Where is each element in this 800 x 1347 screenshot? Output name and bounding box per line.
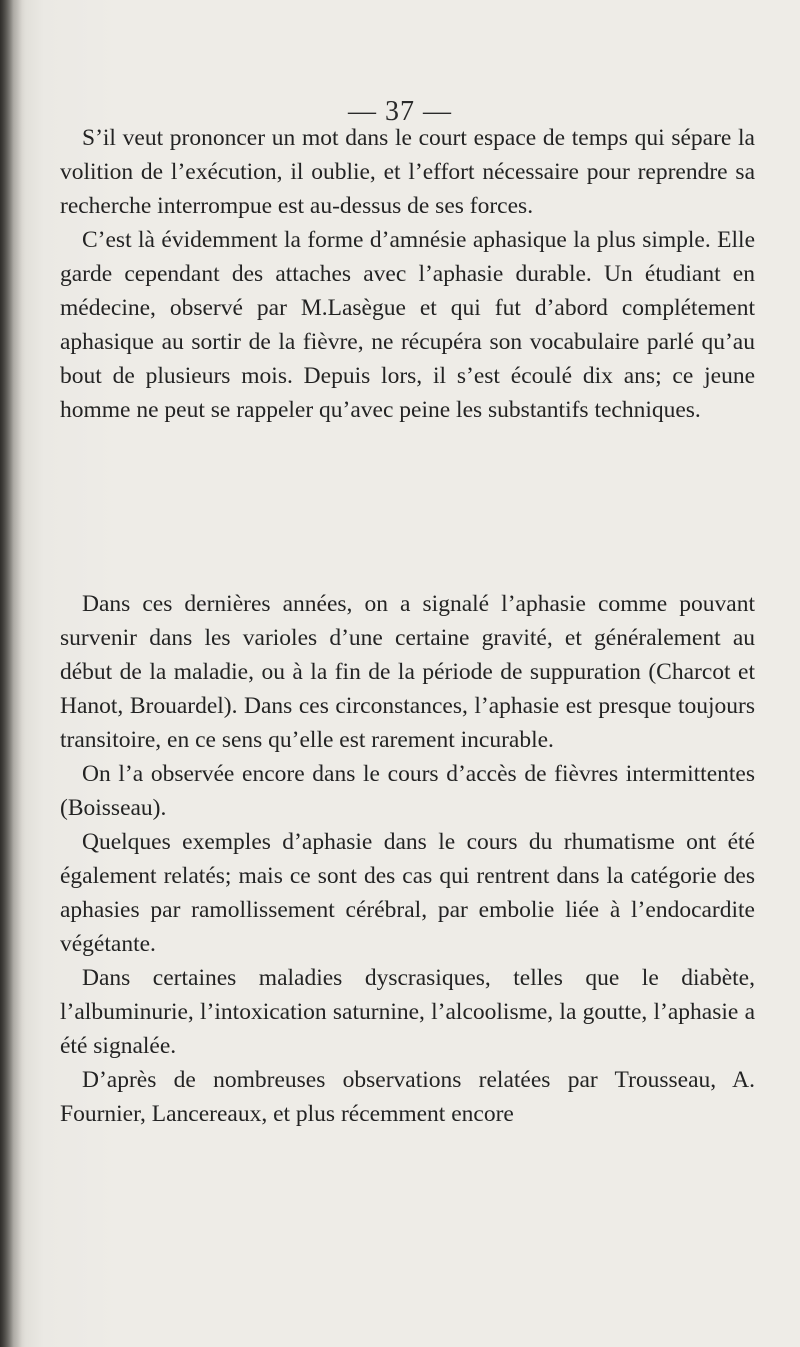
text-block-top xyxy=(60,121,755,427)
text-block-bottom xyxy=(60,587,755,1131)
paragraph: Dans ces dernières années, on a signalé l’aphasie comme pouvant survenir dans les varioles d’une certaine gravité, et généralement au début de la maladie, ou à la fin de la période de suppuration (Charcot et Hanot, Brouardel). Dans ces circonstances, l’aphasie est presque toujours transitoire, en ce sens qu’elle est rarement incurable. xyxy=(60,591,755,753)
paragraph: Quelques exemples d’aphasie dans le cours du rhumatisme ont été également relatés; mais ce sont des cas qui rentrent dans la catégorie des aphasies par ramollissement cérébral, par embolie liée à l’endocardite végétante. xyxy=(60,829,755,957)
paragraph: C’est là évidemment la forme d’amnésie aphasique la plus simple. Elle garde cependant des attaches avec l’aphasie durable. Un étudiant en médecine, observé par M.Lasègue et qui fut d’abord complétement aphasique au sortir de la fièvre, ne récupéra son vocabulaire parlé qu’au bout de plusieurs mois. Depuis lors, il s’est écoulé dix ans; ce jeune homme ne peut se rappeler qu’avec peine les substantifs techniques. xyxy=(60,227,755,423)
binding-shadow xyxy=(0,0,22,1347)
paragraph: Dans certaines maladies dyscrasiques, telles que le diabète, l’albuminurie, l’intoxication saturnine, l’alcoolisme, la goutte, l’aphasie a été signalée. xyxy=(60,965,755,1059)
paragraph: D’après de nombreuses observations relatées par Trousseau, A. Fournier, Lancereaux, et plus récemment encore xyxy=(60,1067,755,1127)
page-number: — 37 — xyxy=(348,96,452,127)
paragraph: On l’a observée encore dans le cours d’accès de fièvres intermittentes (Boisseau). xyxy=(60,761,755,821)
paragraph: S’il veut prononcer un mot dans le court espace de temps qui sépare la volition de l’exécution, il oublie, et l’effort nécessaire pour reprendre sa recherche interrompue est au-dessus de ses forces. xyxy=(60,125,755,219)
